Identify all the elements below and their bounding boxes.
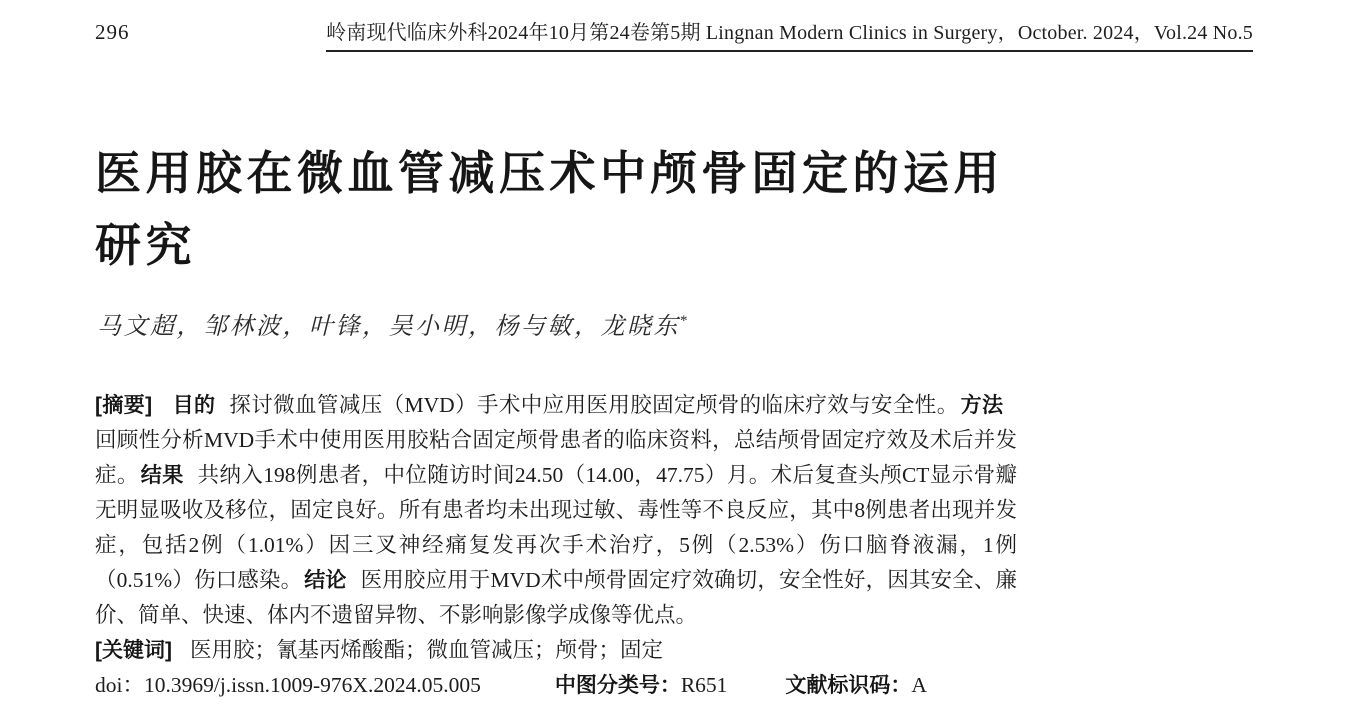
document-code-value: A	[911, 673, 927, 697]
results-label: 结果	[140, 464, 184, 487]
document-code-label: 文献标识码：	[785, 674, 912, 697]
corresponding-author-marker: *	[680, 313, 688, 329]
running-head	[95, 16, 1253, 52]
abstract-tag: [摘要]	[95, 394, 153, 417]
methods-label: 方法	[960, 394, 1004, 417]
doi-text: doi：10.3969/j.issn.1009-976X.2024.05.005	[95, 673, 481, 697]
keywords-line	[95, 633, 1017, 668]
keywords-text: 医用胶；氰基丙烯酸酯；微血管减压；颅骨；固定	[190, 638, 664, 662]
clc-number-value: R651	[680, 673, 728, 697]
journal-header-line: 岭南现代临床外科2024年10月第24卷第5期 Lingnan Modern Clinics in Surgery，October. 2024，Vol.24 No.5	[326, 16, 1253, 52]
objective-label: 目的	[172, 394, 216, 417]
abstract-block	[95, 388, 1017, 703]
abstract-paragraph	[95, 388, 1017, 633]
page-number: 296	[95, 20, 130, 44]
keywords-label: [关键词]	[95, 639, 172, 662]
objective-text: 探讨微血管减压（MVD）手术中应用医用胶固定颅骨的临床疗效与安全性。	[229, 393, 959, 417]
article-title: 医用胶在微血管减压术中颅骨固定的运用研究	[95, 148, 1004, 271]
clc-number-label: 中图分类号：	[554, 674, 681, 697]
conclusion-text: 医用胶应用于MVD术中颅骨固定疗效确切，安全性好，因其安全、廉价、简单、快速、体内不遗留异物、不影响影像学成像等优点。	[95, 568, 1017, 627]
conclusion-label: 结论	[304, 569, 347, 592]
results-text: 共纳入198例患者，中位随访时间24.50（14.00，47.75）月。术后复查头颅CT显示骨瓣无明显吸收及移位，固定良好。所有患者均未出现过敏、毒性等不良反应，其中8例患者出现并发症，包括2例（1.01%）因三叉神经痛复发再次手术治疗，5例（2.53%）伤口脑脊液漏，1例（0.51%）伤口感染。	[95, 463, 1018, 592]
methods-text: 回顾性分析MVD手术中使用医用胶粘合固定颅骨患者的临床资料，总结颅骨固定疗效及术后并发症。	[95, 428, 1017, 487]
meta-line	[95, 668, 1017, 703]
author-names: 马文超，邹林波，叶锋，吴小明，杨与敏，龙晓东	[97, 314, 680, 340]
authors-line	[97, 306, 688, 341]
